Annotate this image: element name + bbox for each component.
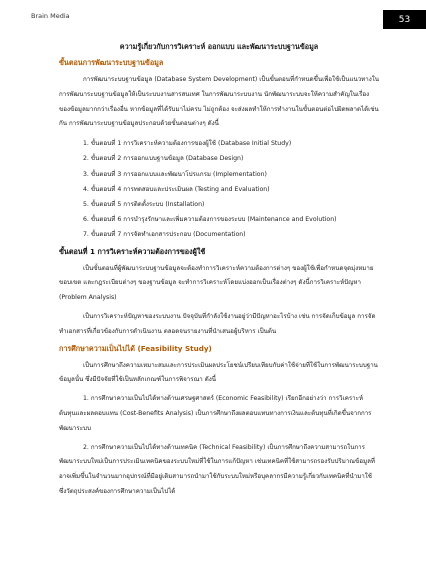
step-item: 3. ขั้นตอนที่ 3 การออกแบบและพัฒนาโปรแกรม (Implementation) — [83, 170, 267, 178]
section-heading-feasibility: การศึกษาความเป็นไปได้ (Feasibility Study) — [59, 343, 212, 353]
page-header — [0, 0, 426, 36]
paragraph-economic-feasibility: 1. การศึกษาความเป็นไปได้ทางด้านเศรษฐศาสตร์ (Economic Feasibility) เรียกอีกอย่างว่า การวิเคราะห์ต้นทุนและผลตอบแทน (Cost-Benefits Analysis) เป็นการศึกษาถึงผลตอบแทนทางการเงินและต้นทุนที่เกิดขึ้นจากการพัฒนาระบบ — [59, 395, 372, 432]
section-heading-step1: ขั้นตอนที่ 1 การวิเคราะห์ความต้องการของผู้ใช้ — [59, 246, 206, 256]
paragraph-feasibility-intro: เป็นการศึกษาถึงความเหมาะสมและการประเมินผลประโยชน์เปรียบเทียบกับค่าใช้จ่ายที่ใช้ในการพัฒนาระบบฐานข้อมูลนั้น ซึ่งมีปัจจัยที่ใช้เป็นหลักเกณฑ์ในการพิจารณา ดังนี้ — [59, 361, 378, 384]
brand-name: Brain Media — [31, 12, 70, 20]
development-steps-list — [59, 136, 379, 242]
paragraph-development-intro: การพัฒนาระบบฐานข้อมูล (Database System Development) เป็นขั้นตอนที่กำหนดขึ้นเพื่อใช้เป็นแนวทางในการพัฒนาระบบฐานข้อมูลให้เป็นระบบงานสารสนเทศ ในการพัฒนาระบบงาน นักพัฒนาระบบจะให้ความสำคัญในเรื่องของข้อมูลมากกว่าเรื่องอื่น หากข้อมูลที่ได้รับมาไม่ครบ ไม่ถูกต้อง จะส่งผลทำให้การทำงานในขั้นตอนต่อไปผิดพลาดได้เช่นกัน การพัฒนาระบบฐานข้อมูลประกอบด้วยขั้นตอนต่างๆ ดังนี้ — [59, 76, 379, 128]
page-title: ความรู้เกี่ยวกับการวิเคราะห์ ออกแบบ และพัฒนาระบบฐานข้อมูล — [119, 42, 319, 51]
step-item: 7. ขั้นตอนที่ 7 การจัดทำเอกสารประกอบ (Documentation) — [83, 231, 246, 239]
paragraph-technical-feasibility: 2. การศึกษาความเป็นไปได้ทางด้านเทคนิค (Technical Feasibility) เป็นการศึกษาถึงความสามารถในการพัฒนาระบบใหม่เป็นการประเมินเทคนิคของระบบใหม่ที่ใช้ในการแก้ปัญหา เช่นเทคนิคที่ใช้สามารถรองรับปริมาณข้อมูลที่อาจเพิ่มขึ้นในจำนวนมากอุปกรณ์ที่มีอยู่เดิมสามารถนำมาใช้กับระบบใหม่หรือบุคลากรมีความรู้เกี่ยวกับเทคนิคที่นำมาใช้ซึ่งวัตถุประสงค์ของการศึกษาความเป็นไปได้ — [59, 443, 375, 495]
step-item: 4. ขั้นตอนที่ 4 การทดสอบและประเมินผล (Testing and Evaluation) — [83, 185, 270, 193]
paragraph-step1-intro: เป็นขั้นตอนที่ผู้พัฒนาระบบฐานข้อมูลจะต้องทำการวิเคราะห์ความต้องการต่างๆ ของผู้ใช้เพื่อกำหนดจุดมุ่งหมาย ขอบเขต และกฎระเบียบต่างๆ ของฐานข้อมูล จะทำการวิเคราะห์โดยแบ่งออกเป็นเรื่องต่างๆ ดังนี้การวิเคราะห์ปัญหา (Problem Analysis) — [59, 264, 374, 302]
section-heading-development: ขั้นตอนการพัฒนาระบบฐานข้อมูล — [59, 58, 164, 67]
paragraph-problem-analysis: เป็นการวิเคราะห์ปัญหาของระบบงาน ปัจจุบันที่กำลังใช้งานอยู่ว่ามีปัญหาอะไรบ้าง เช่น การจัดเก็บข้อมูล การจัดทำเอกสารที่เกี่ยวข้องกับการดำเนินงาน ตลอดจนรายงานที่นำเสนอผู้บริหาร เป็นต้น — [59, 313, 376, 335]
step-item: 5. ขั้นตอนที่ 5 การติดตั้งระบบ (Installation) — [83, 201, 205, 208]
page-number-badge: 53 — [383, 10, 426, 29]
step-item: 6. ขั้นตอนที่ 6 การบำรุงรักษาและเพิ่มความต้องการของระบบ (Maintenance and Evolution) — [83, 216, 337, 224]
step-item: 2. ขั้นตอนที่ 2 การออกแบบฐานข้อมูล (Database Design) — [83, 155, 244, 163]
page-content — [59, 42, 379, 504]
step-item: 1. ขั้นตอนที่ 1 การวิเคราะห์ความต้องการของผู้ใช้ (Database Initial Study) — [83, 140, 292, 148]
